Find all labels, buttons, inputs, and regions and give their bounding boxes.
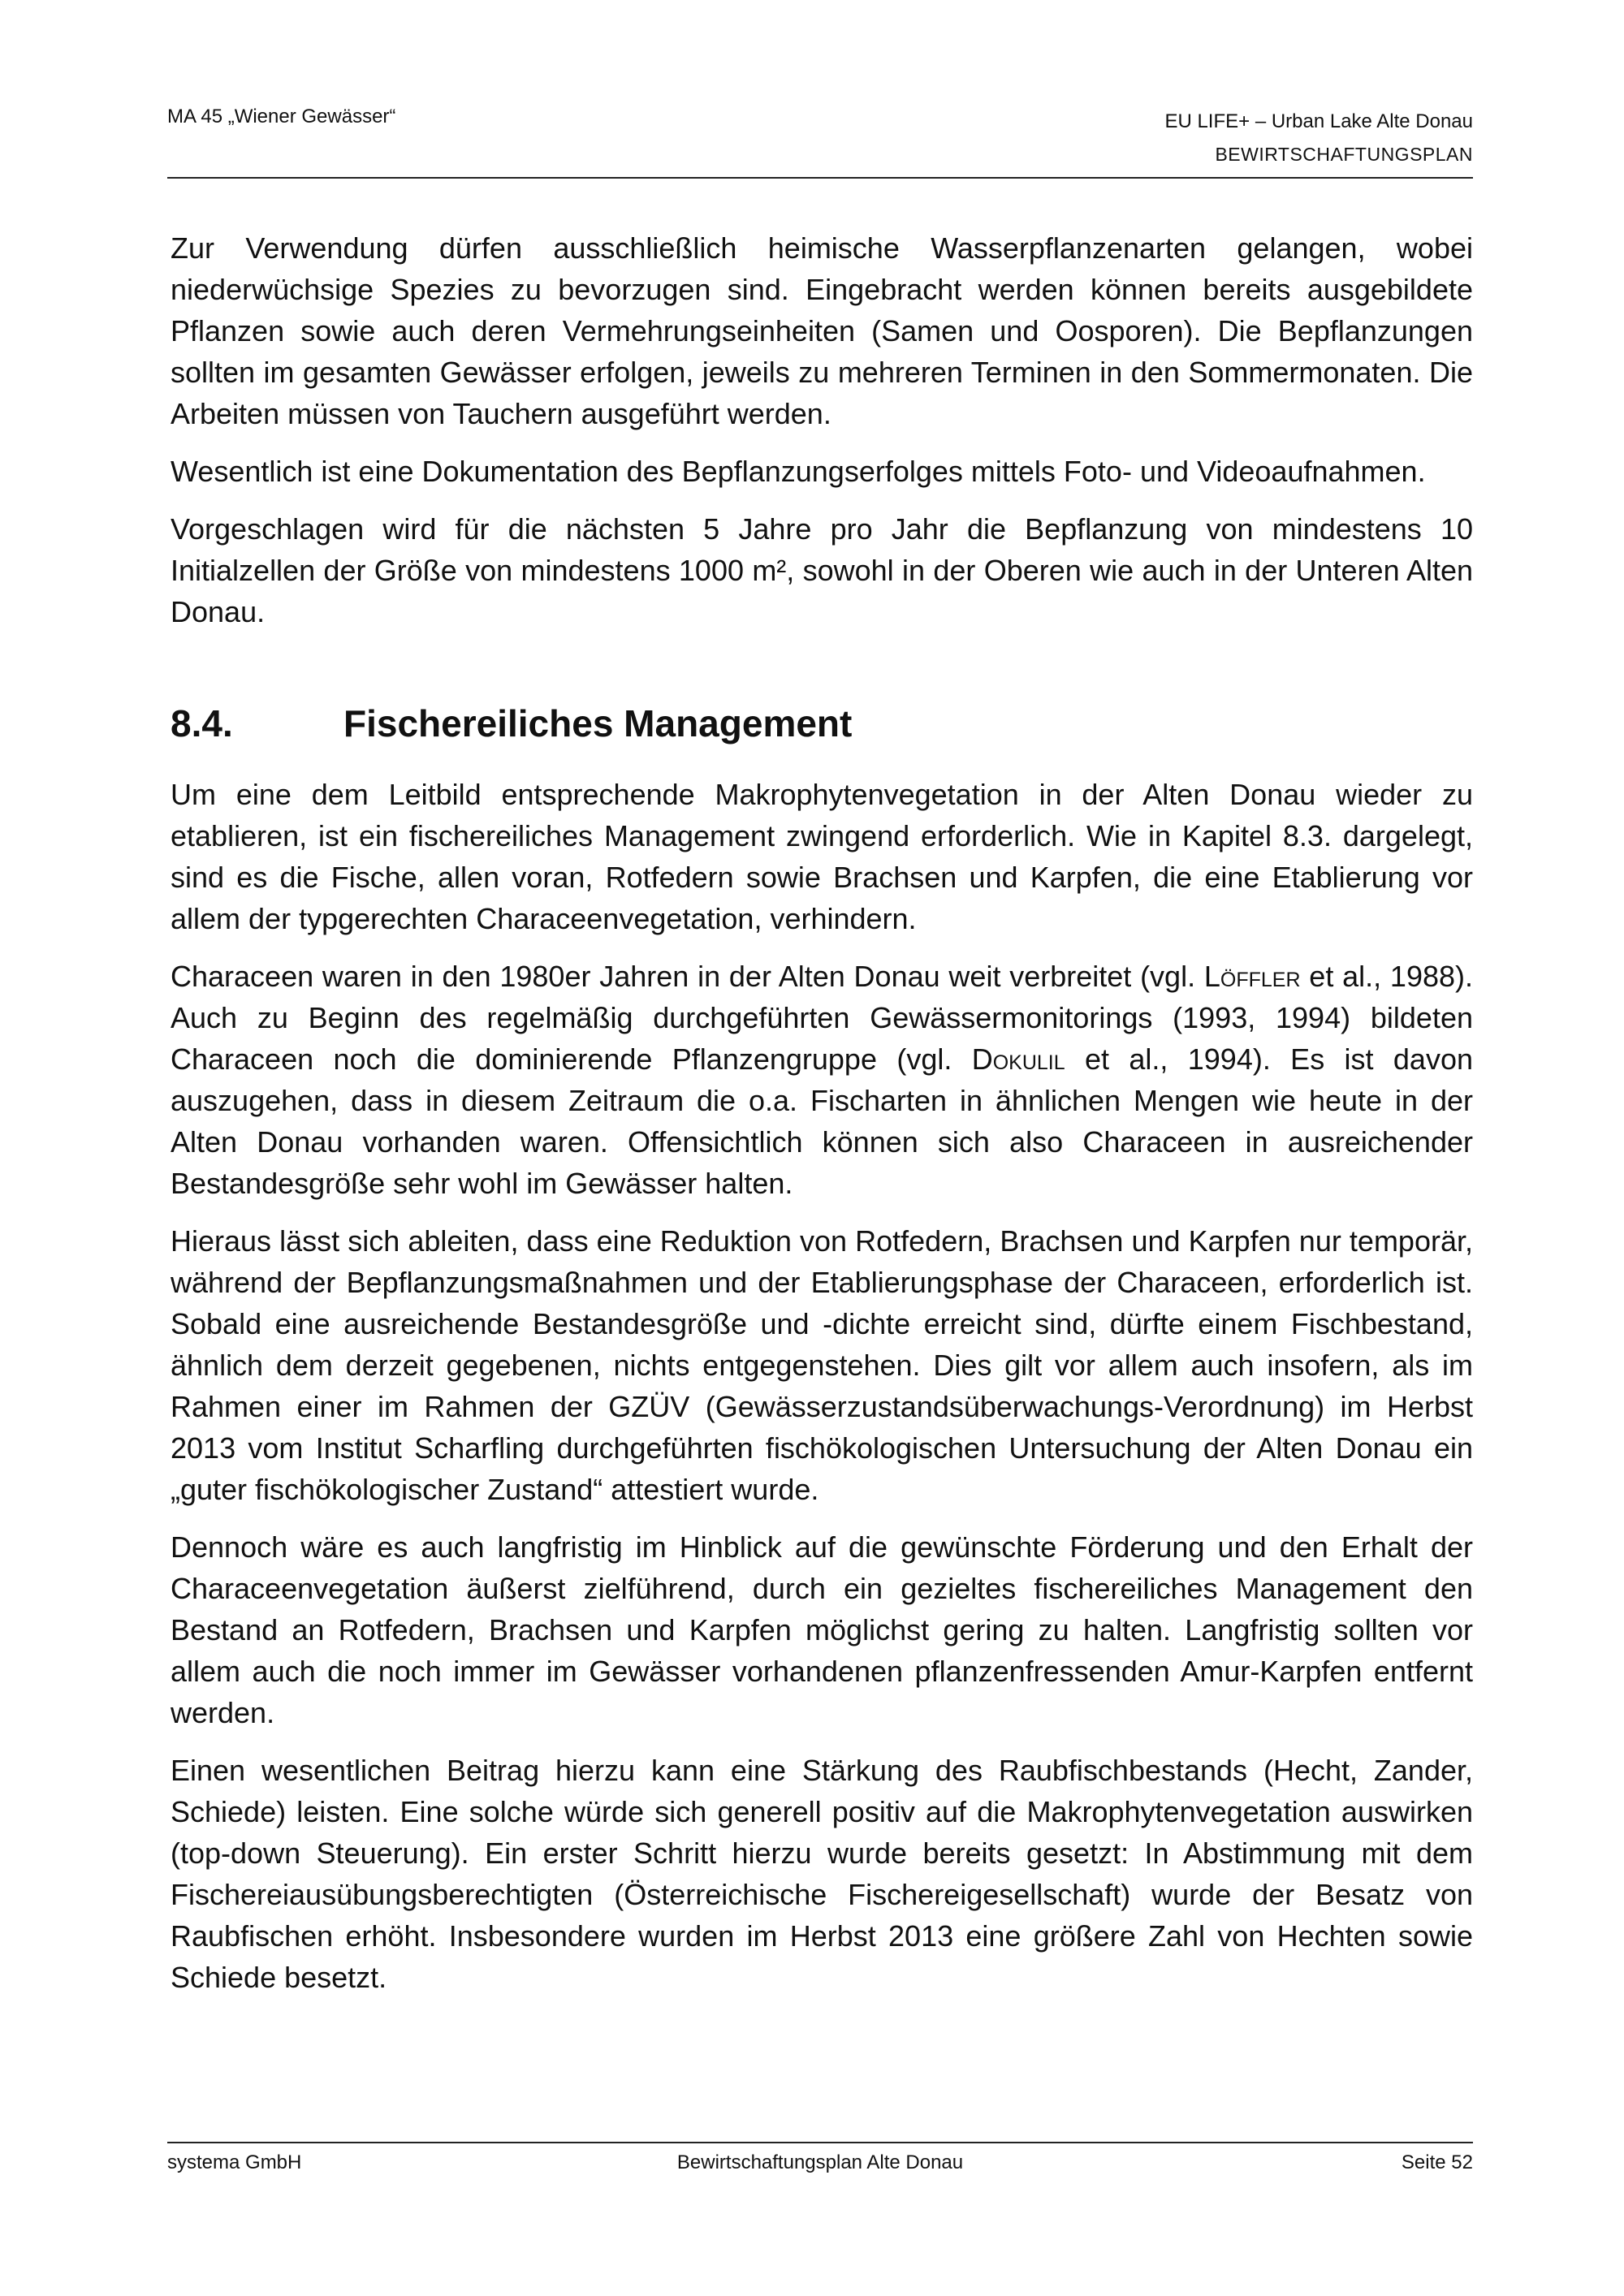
text-run: et al., 1988). Auch zu Beginn des regelmäßig durchgeführten Gewässermonitorings (1993, 1994) bildeten Characeen noch die dominierende Pflanzengruppe (vgl.	[171, 960, 1473, 1076]
paragraph-fish-reduction: Hieraus lässt sich ableiten, dass eine Reduktion von Rotfedern, Brachsen und Karpfen nur temporär, während der Bepflanzungsmaßnahmen und der Etablierungsphase der Characeen, erforderlich ist. Sobald eine ausreichende Bestandesgröße und -dichte erreicht sind, dürfte einem Fischbestand, ähnlich dem derzeit gegebenen, nichts entgegenstehen. Dies gilt vor allem auch insofern, als im Rahmen einer im Rahmen der GZÜV (Gewässerzustandsüberwachungs-Verordnung) im Herbst 2013 vom Institut Scharfling durchgeführten fischökologischen Untersuchung der Alten Donau ein „guter fischökologischer Zustand“ attestiert wurde.	[171, 1224, 1473, 1506]
header-project-title: EU LIFE+ – Urban Lake Alte Donau	[1164, 110, 1473, 132]
page-number: Seite 52	[1401, 2151, 1473, 2173]
footer-document-title: Bewirtschaftungsplan Alte Donau	[676, 2151, 964, 2173]
paragraph-planting-proposal: Vorgeschlagen wird für die nächsten 5 Jahre pro Jahr die Bepflanzung von mindestens 10 Initialzellen der Größe von mindestens 1000 m², sowohl in der Oberen wie auch in der Unteren Alten Donau.	[171, 512, 1473, 628]
text-run: et al., 1994). Es ist davon auszugehen, dass in diesem Zeitraum die o.a. Fischarten in ähnlichen Mengen wie heute in der Alten Donau vorhanden waren. Offensichtlich können sich also Characeen in ausreichender Bestandesgröße sehr wohl im Gewässer halten.	[171, 1042, 1473, 1200]
paragraph-predator-stock: Einen wesentlichen Beitrag hierzu kann eine Stärkung des Raubfischbestands (Hecht, Zander, Schiede) leisten. Eine solche würde sich generell positiv auf die Makrophytenvegetation auswirken (top-down Steuerung). Ein erster Schritt hierzu wurde bereits gesetzt: In Abstimmung mit dem Fischereiausübungsberechtigten (Österreichische Fischereigesellschaft) wurde der Besatz von Raubfischen erhöht. Insbesondere wurden im Herbst 2013 eine größere Zahl von Hechten sowie Schiede besetzt.	[171, 1754, 1473, 1994]
section-number: 8.4.	[171, 702, 233, 744]
paragraph-long-term: Dennoch wäre es auch langfristig im Hinblick auf die gewünschte Förderung und den Erhalt der Characeenvegetation äußerst zielführend, durch ein gezieltes fischereiliches Management den Bestand an Rotfedern, Brachsen und Karpfen möglichst gering zu halten. Langfristig sollten vor allem auch die noch immer im Gewässer vorhandenen pflanzenfressenden Amur-Karpfen entfernt werden.	[171, 1530, 1473, 1729]
text-run: Characeen waren in den 1980er Jahren in der Alten Donau weit verbreitet (vgl.	[171, 960, 1204, 993]
header-organization: MA 45 „Wiener Gewässer“	[167, 106, 396, 127]
paragraph-documentation: Wesentlich ist eine Dokumentation des Bepflanzungserfolges mittels Foto- und Videoaufnahmen.	[171, 455, 1426, 488]
header-document-type: BEWIRTSCHAFTUNGSPLAN	[1215, 144, 1473, 165]
section-title: Fischereiliches Management	[343, 702, 853, 744]
paragraph-characeen-history	[171, 956, 1473, 1204]
page-content	[171, 227, 1473, 2014]
paragraph-planting-species: Zur Verwendung dürfen ausschließlich heimische Wasserpflanzenarten gelangen, wobei niederwüchsige Spezies zu bevorzugen sind. Eingebracht werden können bereits ausgebildete Pflanzen sowie auch deren Vermehrungseinheiten (Samen und Oosporen). Die Bepflanzungen sollten im gesamten Gewässer erfolgen, jeweils zu mehreren Terminen in den Sommermonaten. Die Arbeiten müssen von Tauchern ausgeführt werden.	[171, 231, 1473, 430]
page-header	[167, 96, 1473, 179]
section-heading	[171, 699, 1473, 748]
author-citation: Dokulil	[971, 1042, 1065, 1076]
paragraph-management-need: Um eine dem Leitbild entsprechende Makrophytenvegetation in der Alten Donau wieder zu etablieren, ist ein fischereiliches Management zwingend erforderlich. Wie in Kapitel 8.3. dargelegt, sind es die Fische, allen voran, Rotfedern sowie Brachsen und Karpfen, die eine Etablierung vor allem der typgerechten Characeenvegetation, verhindern.	[171, 778, 1473, 935]
author-citation: Löffler	[1203, 960, 1301, 993]
footer-company: systema GmbH	[167, 2151, 302, 2173]
header-project	[1164, 106, 1473, 170]
page-footer	[167, 2142, 1473, 2184]
